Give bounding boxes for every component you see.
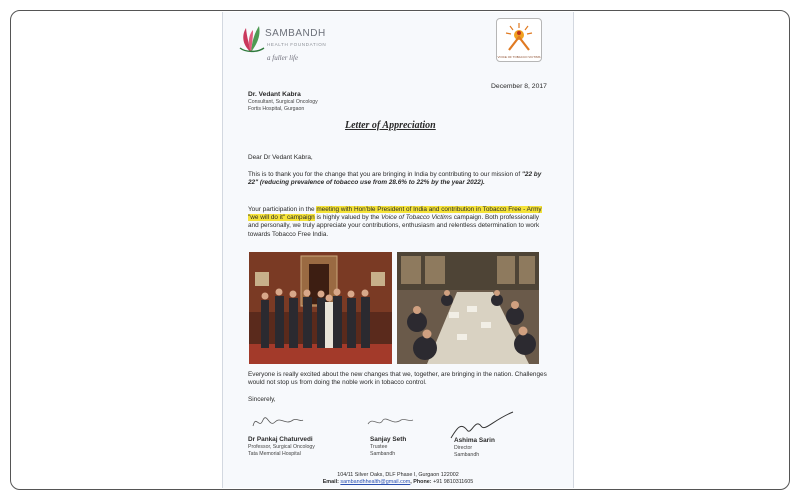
seal-text: VOICE OF TOBACCO VICTIMS <box>497 55 541 59</box>
paragraph-2-start: Your participation in the <box>248 206 317 213</box>
sun-figure-icon <box>497 19 541 53</box>
paragraph-1-text: This is to thank you for the change that you are bringing in India by contributing to our mission of <box>248 171 522 178</box>
letter-footer <box>223 472 573 486</box>
recipient-name: Dr. Vedant Kabra <box>248 91 301 98</box>
signatory-3 <box>454 437 495 458</box>
footer-contact <box>223 479 573 486</box>
recipient-address <box>248 91 318 112</box>
closing: Sincerely, <box>248 396 276 403</box>
paragraph-1 <box>248 171 548 187</box>
email-link[interactable]: sambandhhealth@gmail.com <box>340 479 411 485</box>
org-subtitle: HEALTH FOUNDATION <box>267 42 327 47</box>
paragraph-2-end: campaign. Both professionally and personally, we truly appreciate your contributions, enthusiasm and relentless determination to work towards Tobacco Free India. <box>248 214 540 238</box>
meeting-photo <box>397 252 539 364</box>
signatory-role: Professor, Surgical Oncology <box>248 444 315 451</box>
org-name: SAMBANDH <box>265 28 326 39</box>
signatory-role: Sambandh <box>370 450 396 457</box>
signatory-role: Trustee <box>370 444 388 451</box>
sambandh-logo <box>237 16 347 66</box>
signatory-role: Sambandh <box>454 451 480 458</box>
letter-title: Letter of Appreciation <box>345 120 436 131</box>
paragraph-2-mid: is highly valued by the <box>314 214 382 222</box>
campaign-name: Voice of Tobacco Victims <box>381 214 452 222</box>
paragraph-3: Everyone is really excited about the new changes that we, together, are bringing in the nation. Challenges would not stop us from doing the noble work in tobacco control. <box>248 371 547 387</box>
signatory-name: Dr Pankaj Chaturvedi <box>248 436 313 443</box>
signatory-role: Tata Memorial Hospital <box>248 450 301 457</box>
org-tagline: a fuller life <box>267 54 299 62</box>
paragraph-2 <box>248 206 548 239</box>
letter-date: December 8, 2017 <box>491 83 547 90</box>
letter-page <box>222 12 574 488</box>
signatory-1 <box>248 436 315 457</box>
group-photo <box>249 252 392 364</box>
signatory-name: Sanjay Seth <box>370 436 407 443</box>
phone-label: , Phone: <box>410 479 434 485</box>
signatory-role: Director <box>454 445 473 452</box>
recipient-line: Consultant, Surgical Oncology <box>248 99 318 106</box>
footer-address: 104/11 Silver Oaks, DLF Phase I, Gurgaon 122002 <box>337 472 459 478</box>
lotus-logo-icon <box>237 22 267 56</box>
recipient-line: Fortis Hospital, Gurgaon <box>248 105 305 112</box>
paragraph-1-mission: "22 by 22" (reducing prevalence of tobacco use from 28.6% to 22% by the year 2022). <box>248 171 542 187</box>
signatory-2 <box>370 436 406 457</box>
campaign-seal <box>496 18 542 62</box>
phone-number: +91 9810311605 <box>433 479 474 485</box>
highlighted-text: meeting with Hon'ble President of India and contribution in Tobacco Free - Army "we will do it" campaign <box>248 206 542 222</box>
salutation: Dear Dr Vedant Kabra, <box>248 154 313 161</box>
email-label: Email: <box>322 479 341 485</box>
signatory-name: Ashima Sarin <box>454 437 495 444</box>
